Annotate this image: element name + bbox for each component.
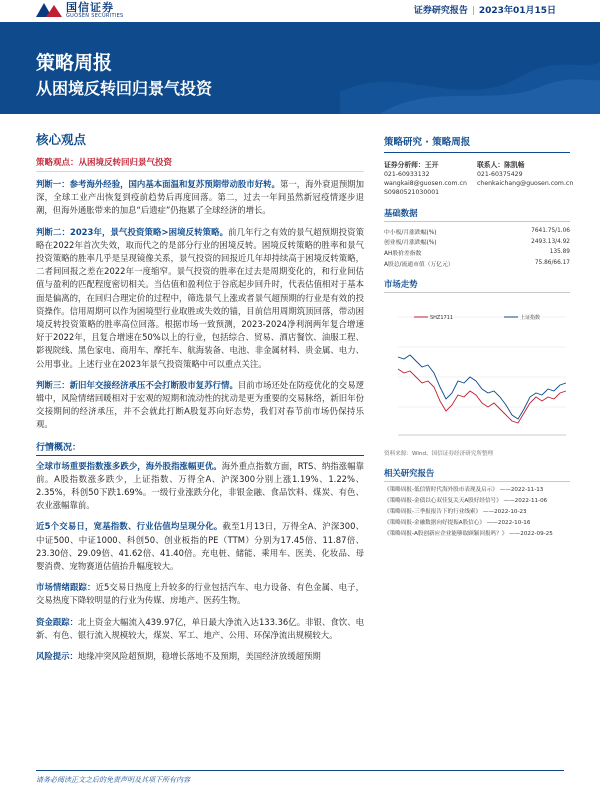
logo-icon: [36, 3, 62, 17]
analyst-1: [384, 161, 477, 197]
related-reports-list: [384, 486, 570, 539]
report-type: 证券研究报告: [413, 6, 468, 16]
analyst-2-phone: 021-60375429: [477, 171, 523, 178]
analyst-2: [477, 161, 574, 197]
market-trend-svg: [384, 297, 570, 447]
legend-b: 上证指数: [520, 315, 541, 322]
analyst-1-cert: S0980521030001: [384, 189, 440, 196]
sentiment-body: 近5交易日热度上升较多的行业包括汽车、电力设备、有色金属、电子，交易热度下降较明显的行业为传媒、房地产、医药生物。: [36, 582, 365, 606]
market-para-1-lead: 全球市场重要指数涨多跌少，海外股指涨幅更优。: [36, 460, 222, 471]
strategy-view-heading: 策略观点：从困境反转回归景气投资: [36, 156, 364, 172]
logo-chinese-name: 国信证券: [66, 0, 114, 14]
side-column: [384, 134, 574, 541]
funds-lead: 资金跟踪：: [36, 616, 79, 627]
row-label: 中小板/月涨跌幅(%): [384, 229, 437, 236]
analyst-1-phone: 021-60933132: [384, 171, 430, 178]
series-index-line: [398, 355, 566, 419]
row-label: 创业板/月涨跌幅(%): [384, 240, 437, 247]
market-para-2: [36, 520, 364, 573]
disclaimer-footer: 请务必阅读正文之后的免责声明及其项下所有内容: [36, 770, 564, 785]
row-value: 2493.13/4.92: [531, 238, 570, 245]
judgement-2: [36, 226, 364, 371]
market-overview-heading: 行情概况：: [36, 440, 364, 456]
market-para-2-lead: 近5个交易日，宽基指数、行业估值均呈现分化。: [36, 521, 223, 532]
risk-para: [36, 650, 364, 663]
related-report[interactable]: 《策略周报-金融数据向好提振A股信心》 ——2022-10-16: [384, 520, 531, 527]
risk-lead: 风险提示：: [36, 651, 78, 662]
sentiment-para: [36, 581, 364, 607]
logo-english-name: GUOSEN SECURITIES: [66, 12, 124, 19]
risk-body: 地缘冲突风险超预期，稳增长落地不及预期，美国经济放缓超预期: [77, 651, 321, 662]
judgement-2-body: 前几年行之有效的景气超预期投资策略在2022年首次失效，取而代之的是部分行业的困境反转。困境反转策略的胜率和景气投资策略的胜率几乎是呈现镜像关系，景气投资的回报近几年却持续高于困境反转策略，二者间回报之差在2022年一度缩窄。景气投资的胜率在过去是周期变化的，和行业间估值与盈利的匹配程度密切相关。当估值和盈利位于谷底起步回升时，代表估值相对于基本面是偏离的，在回归合理定价的过程中，筛选景气上涨或者景气超预期的行业是有效的投资操作。信用周期可以作为困境型行业取胜或失效的锚，目前信用周期筑顶回落，带动困境反转投资策略的胜率高位回落。根据市场一致预测，2023-2024净利润两年复合增速好于2022年，且复合增速在50%以上的行业，包括综合、贸易、酒店餐饮、油服工程、影视院线、黑色家电、商用车、摩托车、航海装备、电池、非金属材料、贵金属、电力、公用事业。上述行业在2023年景气投资策略中可以重点关注。: [36, 226, 365, 369]
table-row: [384, 237, 570, 248]
analyst-info: [384, 161, 574, 197]
sentiment-lead: 市场情绪跟踪：: [36, 582, 96, 593]
report-title: 策略周报: [36, 52, 113, 74]
market-trend-heading: 市场走势: [384, 278, 570, 293]
judgement-3: [36, 379, 364, 432]
legend-a: SHZ1711: [430, 315, 454, 322]
banner-wave-decoration: [340, 22, 600, 114]
table-row: [384, 247, 570, 258]
title-banner: [0, 22, 600, 114]
table-row: [384, 258, 570, 269]
side-title: 策略研究 · 策略周报: [384, 134, 570, 153]
market-para-1-body: 海外重点指数方面，RTS、纳指涨幅靠前。A股指数涨多跌少，上证指数、万得全A、沪深300分别上涨1.19%、1.22%、2.35%，科创50下跌1.69%。一级行业涨跌分化，非银金融、食品饮料、煤炭、有色、农业涨幅靠前。: [36, 460, 365, 511]
chart-source: 资料来源：Wind、国信证券经济研究所整理: [384, 451, 494, 458]
main-column: [36, 130, 364, 671]
judgement-1: [36, 178, 364, 218]
row-label: A股总/流通市值（万亿元）: [384, 261, 454, 268]
analyst-2-email[interactable]: chenkaichang@guosen.com.cn: [477, 180, 574, 187]
row-value: 75.86/66.17: [534, 260, 570, 267]
report-meta: 证券研究报告 | 2023年01月15日: [413, 6, 556, 16]
row-label: AH股价差指数: [384, 250, 422, 257]
judgement-2-lead: 判断二：2023年，景气投资策略>困境反转策略。: [36, 226, 229, 237]
analyst-1-email[interactable]: wangkai8@guosen.com.cn: [384, 180, 467, 187]
row-value: 7641.75/1.06: [531, 228, 570, 235]
related-report[interactable]: 《策略周报-三季报报告下的行业线索》 ——2022-10-23: [384, 509, 527, 516]
related-report[interactable]: 《策略周报-金债以心双佳复关天A股好经信号》 ——2022-11-06: [384, 498, 548, 505]
funds-para: [36, 616, 364, 642]
table-row: [384, 226, 570, 237]
related-report[interactable]: 《策略周报-A股创新应企业能够取顾颖回报吗？》 ——2022-09-25: [384, 531, 553, 538]
section-title: 核心观点: [36, 132, 87, 147]
analyst-1-name: 证券分析师：王开: [384, 161, 439, 169]
market-para-1: [36, 460, 364, 513]
funds-body: 北上资金大幅流入439.97亿，单日最大净流入达133.36亿。非银、食饮、电新、有色、银行流入规模较大，煤炭、军工、地产、公用、环保净流出规模较大。: [36, 616, 365, 640]
analyst-2-name: 联系人：陈凯畅: [477, 161, 525, 169]
judgement-3-lead: 判断三：新旧年交接经济承压不会打断股市复苏行情。: [36, 379, 238, 390]
market-trend-chart: [384, 297, 570, 447]
report-subtitle: 从困境反转回归景气投资: [36, 79, 213, 98]
basic-data-heading: 基础数据: [384, 207, 570, 222]
judgement-1-body: 第一，海外衰退预期加深，全球工业产出恢复到疫前趋势后再度回落。第二，过去一年间虽然新冠疫情逐步退潮，但海外通胀带来的加息“后遗症”仍拖累了全球经济的增长。: [36, 179, 365, 216]
related-report[interactable]: 《策略周报-低信情时代海外股市表现及启示》 ——2022-11-13: [384, 487, 544, 494]
judgement-1-lead: 判断一：参考海外经验，国内基本面温和复苏预期带动股市好转。: [36, 179, 280, 189]
top-bar: [0, 0, 600, 22]
report-date: 2023年01月15日: [478, 6, 556, 16]
market-para-2-body: 截至1月13日，万得全A、沪深300、中证500、中证1000、科创50、创业板指的PE（TTM）分别为17.45倍、11.87倍、23.30倍、29.09倍、41.62倍、41.40倍。充电桩、储能、乘用车、医美、化妆品、母婴消费、宠物赛道估值抬升幅度较大。: [36, 521, 364, 572]
judgement-3-body: 目前市场还处在防疫优化的交易逻辑中，风险情绪回暖相对于宏观的短期和流动性的扰动是更为重要的交易脉络，新旧年份交接期间的经济承压，并不会就此打断A股复苏向好态势，我们对春节前市场仍保持乐观。: [36, 379, 365, 430]
company-logo: [36, 0, 124, 20]
row-value: 135.89: [549, 249, 570, 256]
related-reports-heading: 相关研究报告: [384, 467, 570, 482]
basic-data-table: [384, 226, 570, 268]
